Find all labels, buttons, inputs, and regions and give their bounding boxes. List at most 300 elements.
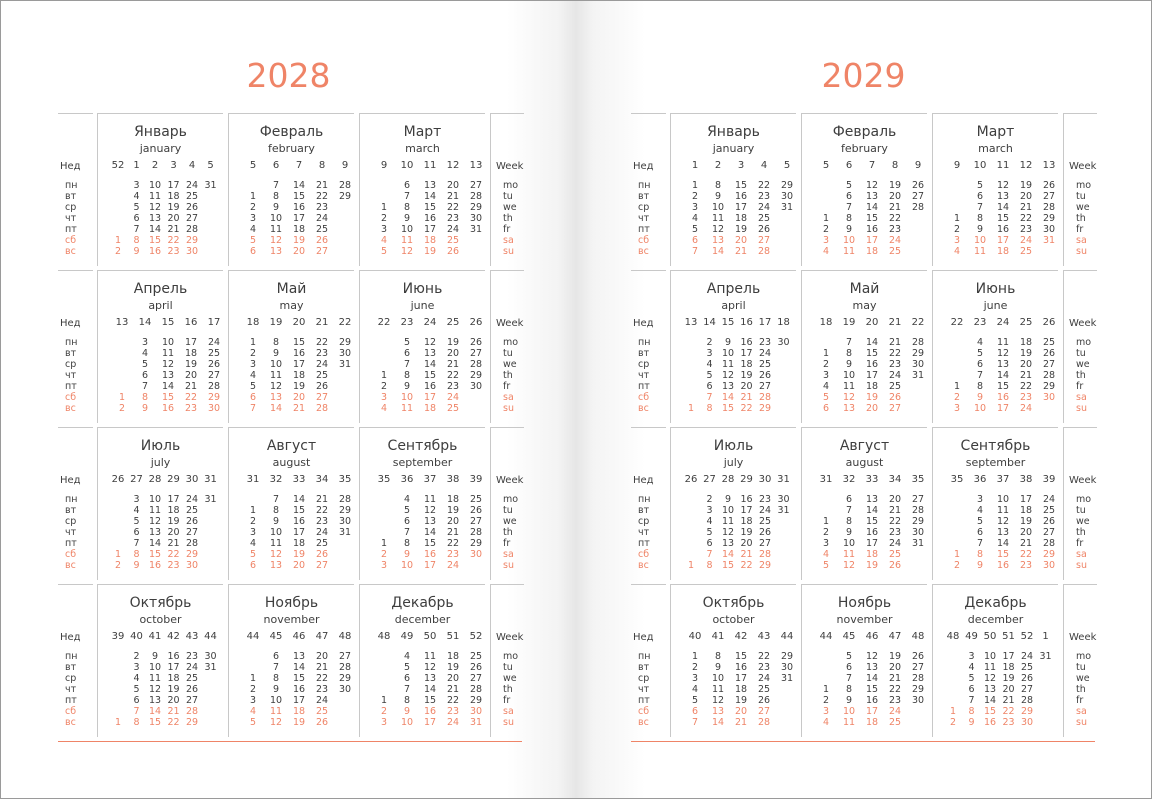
day-label-ru: ср: [638, 673, 650, 684]
day-number: 29: [1042, 381, 1056, 392]
month-name-en: june: [983, 299, 1008, 312]
day-number: 23: [167, 246, 180, 257]
day-number: 11: [269, 370, 283, 381]
week-numbers-row: [229, 317, 354, 330]
day-number: 29: [780, 180, 794, 191]
week-number: 23: [400, 317, 414, 328]
day-label-ru: сб: [638, 706, 650, 717]
day-number: 18: [167, 673, 180, 684]
day-number: 29: [185, 549, 199, 560]
day-number: 2: [949, 717, 957, 728]
day-number: 4: [968, 662, 975, 673]
day-number: 6: [822, 403, 830, 414]
day-label-en: we: [1076, 359, 1090, 370]
day-number: 26: [888, 560, 902, 571]
day-number: 12: [148, 516, 162, 527]
day-label-ru: пт: [638, 224, 650, 235]
week-number: 7: [295, 160, 303, 171]
day-number: 22: [1019, 213, 1033, 224]
day-number: 5: [133, 684, 140, 695]
week-number: 17: [207, 317, 221, 328]
week-number: 5: [822, 160, 830, 171]
day-number: 7: [403, 527, 411, 538]
day-number: 8: [976, 381, 984, 392]
day-number: 10: [842, 235, 856, 246]
day-number: 30: [469, 381, 483, 392]
day-number: 20: [1019, 191, 1033, 202]
day-number: 18: [292, 706, 306, 717]
day-number: 1: [691, 651, 699, 662]
week-number: 43: [757, 631, 771, 642]
week-number: 33: [292, 474, 306, 485]
month-april: [97, 270, 223, 423]
day-number: 9: [845, 695, 853, 706]
day-number: 23: [167, 560, 180, 571]
day-label-ru: вс: [65, 717, 76, 728]
day-label-ru: вс: [638, 717, 649, 728]
day-number: 30: [911, 527, 925, 538]
week-number: 47: [888, 631, 902, 642]
day-number: 12: [721, 370, 735, 381]
day-number: 14: [711, 717, 725, 728]
day-number: 9: [724, 494, 732, 505]
day-number: 25: [757, 684, 771, 695]
day-number: 16: [292, 516, 306, 527]
day-number: 27: [757, 706, 771, 717]
day-number: 27: [315, 560, 329, 571]
day-number: 19: [1019, 516, 1033, 527]
day-number: 11: [711, 213, 725, 224]
day-number: 21: [446, 684, 460, 695]
day-number: 28: [469, 527, 483, 538]
day-number: 5: [141, 359, 149, 370]
day-number: 6: [403, 180, 411, 191]
week-number: 41: [711, 631, 725, 642]
day-number: 13: [148, 527, 162, 538]
day-number: 14: [721, 392, 735, 403]
day-number: 21: [1019, 370, 1033, 381]
day-number: 21: [1019, 202, 1033, 213]
day-number: 3: [249, 695, 257, 706]
day-number: 8: [845, 213, 853, 224]
day-number: 5: [976, 180, 984, 191]
month-name-ru: Ноябрь: [264, 595, 319, 611]
day-label-en: mo: [503, 494, 519, 505]
day-number: 6: [845, 494, 853, 505]
day-number: 1: [249, 337, 257, 348]
day-number: 31: [777, 505, 790, 516]
day-number: 1: [691, 180, 699, 191]
day-number: 28: [1020, 695, 1034, 706]
day-label-en: fr: [1076, 381, 1084, 392]
week-number: 6: [845, 160, 853, 171]
day-number: 11: [269, 706, 283, 717]
day-number: 19: [734, 224, 748, 235]
day-label-ru: сб: [638, 392, 650, 403]
day-number: 12: [842, 392, 856, 403]
week-number: 34: [888, 474, 902, 485]
week-numbers-row: [360, 317, 485, 330]
day-number: 2: [114, 246, 122, 257]
day-number: 3: [691, 202, 699, 213]
day-number: 14: [983, 695, 997, 706]
day-number: 11: [161, 348, 175, 359]
day-number: 4: [976, 337, 984, 348]
day-number: 20: [888, 191, 902, 202]
month-october: [670, 584, 796, 737]
day-number: 11: [983, 662, 997, 673]
day-row: [802, 246, 927, 258]
day-number: 22: [888, 348, 902, 359]
week-number: 48: [911, 631, 925, 642]
month-name-en: june: [410, 299, 435, 312]
day-number: 29: [469, 695, 483, 706]
day-number: 26: [1042, 516, 1056, 527]
week-number: 5: [783, 160, 791, 171]
day-label-en: th: [1076, 684, 1086, 695]
month-name-ru: Июнь: [402, 281, 443, 297]
day-number: 6: [976, 527, 984, 538]
month-name-ru: Август: [266, 438, 317, 454]
month-name-en: january: [139, 142, 182, 155]
day-number: 14: [996, 370, 1010, 381]
day-number: 18: [167, 191, 180, 202]
day-number: 16: [734, 191, 748, 202]
day-number: 5: [706, 527, 713, 538]
week-label-ru: Нед: [633, 318, 654, 329]
day-number: 1: [380, 202, 388, 213]
day-number: 10: [842, 706, 856, 717]
day-number: 5: [133, 202, 140, 213]
day-number: 12: [423, 505, 437, 516]
day-number: 31: [780, 673, 794, 684]
day-label-ru: ср: [638, 359, 650, 370]
day-number: 3: [706, 348, 713, 359]
day-number: 28: [338, 662, 352, 673]
day-number: 16: [740, 337, 753, 348]
week-number: 18: [777, 317, 790, 328]
day-number: 18: [865, 246, 879, 257]
month-name-ru: Май: [849, 281, 880, 297]
day-number: 31: [1042, 235, 1056, 246]
day-number: 29: [338, 337, 352, 348]
day-number: 9: [272, 202, 280, 213]
day-number: 31: [338, 359, 352, 370]
day-label-ru: ср: [638, 202, 650, 213]
day-number: 9: [141, 403, 149, 414]
day-number: 25: [888, 381, 902, 392]
day-number: 9: [403, 381, 411, 392]
day-label-ru: вт: [65, 662, 77, 673]
day-label-en: th: [1076, 527, 1086, 538]
week-number: 37: [423, 474, 437, 485]
day-label-ru: пт: [638, 695, 650, 706]
week-number: 49: [400, 631, 414, 642]
day-number: 29: [338, 505, 352, 516]
day-number: 23: [315, 202, 329, 213]
day-number: 5: [380, 246, 388, 257]
week-number: 22: [377, 317, 391, 328]
day-number: 4: [403, 494, 411, 505]
day-number: 29: [185, 235, 199, 246]
day-number: 10: [400, 224, 414, 235]
day-label-ru: вт: [638, 662, 650, 673]
day-number: 27: [315, 392, 329, 403]
week-number: 25: [1019, 317, 1033, 328]
day-number: 29: [1042, 549, 1056, 560]
week-number: 37: [996, 474, 1010, 485]
day-number: 7: [249, 403, 257, 414]
day-number: 12: [865, 651, 879, 662]
day-label-en: sa: [1076, 706, 1087, 717]
day-label-ru: пт: [65, 381, 77, 392]
day-number: 31: [911, 370, 925, 381]
week-number: 25: [446, 317, 460, 328]
day-number: 25: [1042, 505, 1056, 516]
day-number: 3: [249, 359, 257, 370]
day-label-en: su: [503, 403, 514, 414]
day-label-ru: пн: [65, 651, 78, 662]
week-labels-en: [1063, 427, 1097, 580]
day-label-ru: чт: [65, 370, 77, 381]
day-number: 28: [1042, 538, 1056, 549]
day-number: 25: [315, 706, 329, 717]
month-name-ru: Декабрь: [391, 595, 454, 611]
day-number: 7: [133, 224, 140, 235]
day-number: 11: [269, 538, 283, 549]
week-number: 36: [400, 474, 414, 485]
day-number: 4: [706, 516, 713, 527]
day-number: 25: [185, 505, 199, 516]
day-number: 24: [315, 527, 329, 538]
day-row: [98, 560, 223, 572]
day-number: 20: [292, 246, 306, 257]
month-name-ru: Июнь: [975, 281, 1016, 297]
day-number: 2: [114, 560, 122, 571]
day-number: 7: [403, 684, 411, 695]
day-number: 10: [269, 527, 283, 538]
day-number: 22: [167, 717, 180, 728]
day-number: 30: [780, 662, 794, 673]
day-number: 9: [968, 717, 975, 728]
day-number: 30: [777, 494, 790, 505]
day-number: 27: [757, 235, 771, 246]
day-number: 14: [148, 224, 162, 235]
week-number: 15: [721, 317, 735, 328]
day-number: 14: [161, 381, 175, 392]
day-number: 22: [1019, 381, 1033, 392]
day-number: 14: [996, 202, 1010, 213]
month-name-ru: Сентябрь: [960, 438, 1031, 454]
day-number: 21: [1019, 538, 1033, 549]
month-december: [932, 584, 1058, 737]
day-number: 18: [1019, 337, 1033, 348]
day-label-en: sa: [503, 392, 514, 403]
day-label-en: mo: [1076, 651, 1092, 662]
day-number: 7: [272, 180, 280, 191]
month-august: [801, 427, 927, 580]
week-label-en: Week: [496, 632, 524, 643]
month-name-en: august: [272, 456, 311, 469]
day-label-en: sa: [1076, 235, 1087, 246]
week-number: 28: [721, 474, 735, 485]
week-numbers-row: [360, 631, 485, 644]
day-label-en: fr: [503, 538, 511, 549]
week-numbers-row: [933, 631, 1058, 644]
day-number: 2: [118, 403, 126, 414]
day-number: 27: [1042, 359, 1056, 370]
week-number: 13: [684, 317, 698, 328]
day-label-ru: чт: [65, 527, 77, 538]
day-number: 12: [996, 516, 1010, 527]
day-number: 12: [269, 235, 283, 246]
week-number: 52: [1020, 631, 1034, 642]
day-number: 17: [865, 538, 879, 549]
day-number: 1: [822, 348, 830, 359]
week-number: 26: [684, 474, 698, 485]
day-number: 7: [968, 695, 975, 706]
day-number: 20: [888, 494, 902, 505]
day-number: 30: [185, 560, 199, 571]
week-number: 40: [688, 631, 702, 642]
day-number: 23: [888, 359, 902, 370]
day-label-ru: вс: [65, 403, 76, 414]
day-number: 13: [996, 527, 1010, 538]
day-number: 15: [996, 549, 1010, 560]
day-number: 29: [911, 516, 925, 527]
week-numbers-row: [98, 317, 223, 330]
day-label-ru: пт: [65, 538, 77, 549]
day-number: 25: [1042, 337, 1056, 348]
day-number: 2: [706, 494, 713, 505]
day-label-en: th: [503, 684, 513, 695]
month-name-ru: Октябрь: [129, 595, 192, 611]
month-name-en: september: [965, 456, 1026, 469]
month-february: [801, 113, 927, 266]
week-number: 39: [111, 631, 125, 642]
month-july: [97, 427, 223, 580]
day-label-ru: вт: [638, 191, 650, 202]
day-number: 11: [269, 224, 283, 235]
day-number: 19: [740, 527, 753, 538]
day-number: 8: [714, 651, 722, 662]
day-number: 11: [842, 381, 856, 392]
day-number: 21: [1002, 695, 1015, 706]
day-label-en: th: [503, 213, 513, 224]
day-number: 2: [380, 381, 388, 392]
month-name-ru: Октябрь: [702, 595, 765, 611]
day-number: 15: [423, 538, 437, 549]
day-label-ru: чт: [638, 370, 650, 381]
day-number: 12: [842, 560, 856, 571]
day-number: 27: [469, 348, 483, 359]
day-number: 23: [315, 348, 329, 359]
day-number: 21: [184, 381, 198, 392]
day-number: 15: [983, 706, 997, 717]
day-number: 28: [185, 224, 199, 235]
day-number: 15: [148, 717, 162, 728]
day-number: 4: [249, 538, 257, 549]
day-number: 19: [292, 235, 306, 246]
day-number: 22: [315, 673, 329, 684]
week-number: 22: [950, 317, 964, 328]
day-number: 16: [167, 651, 180, 662]
day-number: 1: [380, 695, 388, 706]
day-number: 28: [338, 494, 352, 505]
day-label-en: su: [1076, 717, 1087, 728]
row-labels: [631, 427, 666, 580]
day-number: 13: [423, 673, 437, 684]
day-number: 24: [207, 337, 221, 348]
day-number: 12: [269, 717, 283, 728]
day-number: 5: [845, 651, 853, 662]
day-number: 2: [380, 549, 388, 560]
week-numbers-row: [802, 160, 927, 173]
week-number: 42: [167, 631, 180, 642]
day-number: 25: [758, 516, 772, 527]
month-april: [670, 270, 796, 423]
day-number: 3: [133, 494, 140, 505]
week-number: 13: [115, 317, 129, 328]
day-number: 4: [133, 505, 140, 516]
week-numbers-row: [671, 160, 796, 173]
day-number: 23: [888, 695, 902, 706]
week-number: 24: [423, 317, 437, 328]
day-label-en: fr: [1076, 224, 1084, 235]
day-number: 17: [292, 359, 306, 370]
day-number: 6: [249, 246, 257, 257]
week-number: 14: [703, 317, 716, 328]
day-number: 24: [1020, 651, 1034, 662]
week-number: 44: [780, 631, 794, 642]
month-name-en: october: [712, 613, 755, 626]
day-row: [229, 403, 354, 415]
day-label-en: th: [1076, 213, 1086, 224]
day-number: 27: [469, 516, 483, 527]
day-number: 2: [953, 392, 961, 403]
day-number: 14: [423, 527, 437, 538]
day-number: 7: [706, 549, 713, 560]
day-number: 26: [469, 505, 483, 516]
day-label-ru: пн: [638, 651, 651, 662]
day-number: 22: [315, 191, 329, 202]
week-label-ru: Нед: [633, 161, 654, 172]
day-number: 1: [949, 706, 957, 717]
day-number: 14: [865, 673, 879, 684]
day-number: 21: [888, 202, 902, 213]
day-number: 27: [315, 246, 329, 257]
day-number: 20: [167, 527, 180, 538]
day-number: 5: [403, 662, 411, 673]
week-label-en: Week: [496, 318, 524, 329]
day-number: 6: [691, 706, 699, 717]
day-number: 7: [691, 717, 699, 728]
day-number: 2: [249, 684, 257, 695]
day-number: 10: [996, 494, 1010, 505]
day-number: 20: [446, 673, 460, 684]
day-number: 8: [403, 695, 411, 706]
month-name-ru: Сентябрь: [387, 438, 458, 454]
month-february: [228, 113, 354, 266]
month-name-ru: Февраль: [832, 124, 897, 140]
day-number: 29: [338, 191, 352, 202]
day-number: 7: [133, 706, 140, 717]
day-number: 27: [758, 538, 772, 549]
week-number: 29: [740, 474, 753, 485]
day-number: 15: [996, 213, 1010, 224]
day-label-ru: вт: [65, 191, 77, 202]
day-row: [933, 560, 1058, 572]
